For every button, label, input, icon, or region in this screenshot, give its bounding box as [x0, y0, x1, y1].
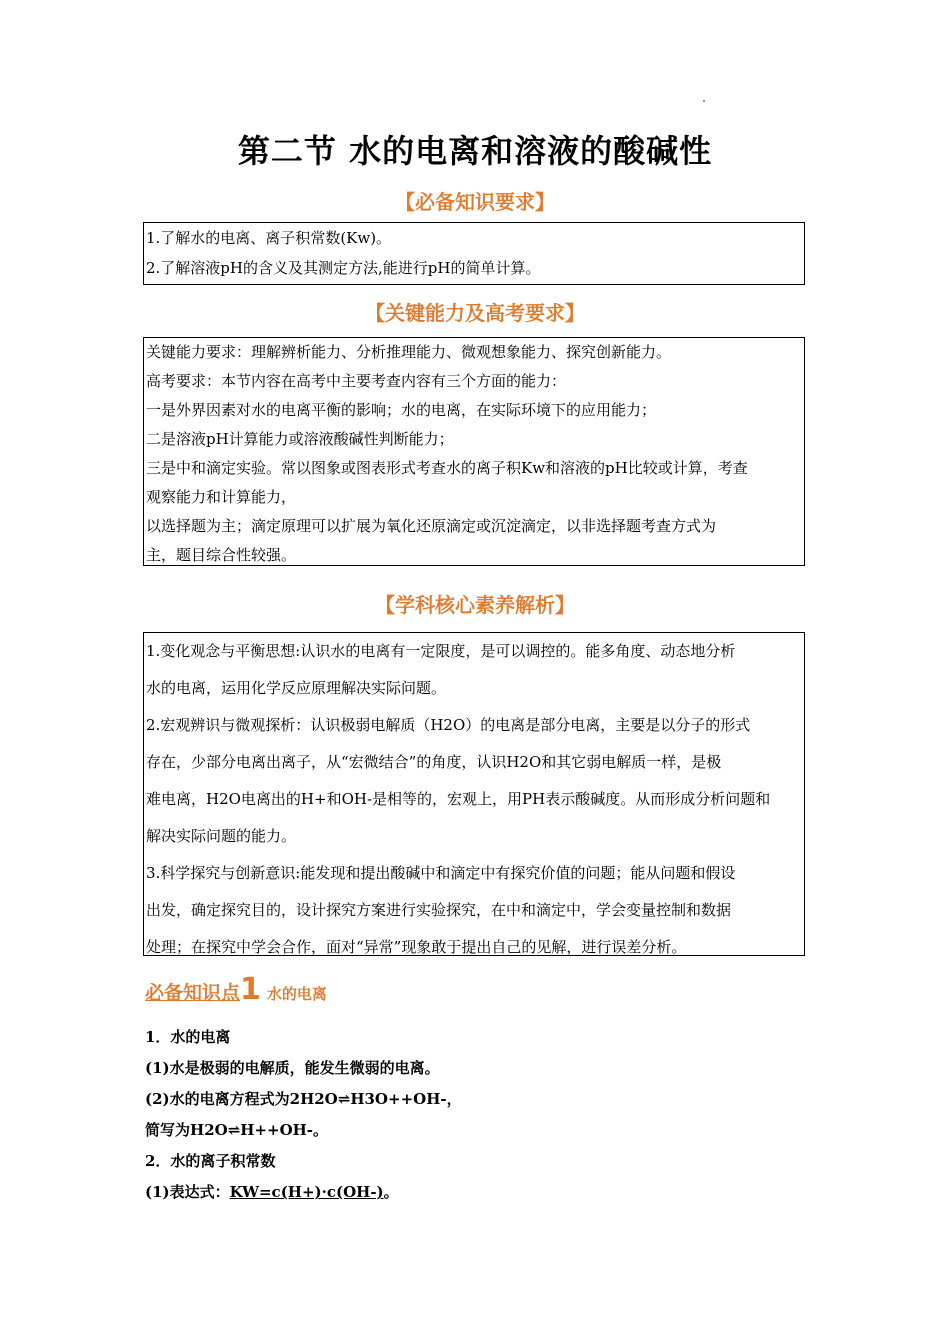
knowledge-point-label: 必备知识点	[145, 982, 241, 1004]
knowledge-point-heading	[145, 972, 327, 1007]
subheading: 2．水的离子积常数	[145, 1152, 276, 1170]
box-line: 二是溶液pH计算能力或溶液酸碱性判断能力；	[146, 430, 454, 448]
paragraph: (2)水的电离方程式为2H2O⇌H3O++OH-，	[145, 1090, 462, 1108]
section-heading-core-literacy: 【学科核心素养解析】	[375, 593, 575, 617]
scan-dot	[703, 100, 705, 102]
page-title: 第二节 水的电离和溶液的酸碱性	[237, 132, 713, 170]
box-line: 难电离，H2O电离出的H+和OH-是相等的，宏观上，用PH表示酸碱度。从而形成分析问题和	[146, 790, 771, 808]
box-line: 3.科学探究与创新意识:能发现和提出酸碱中和滴定中有探究价值的问题；能从问题和假设	[146, 864, 736, 882]
knowledge-body	[145, 1022, 805, 1208]
key-abilities-box	[143, 337, 805, 566]
knowledge-point-topic: 水的电离	[266, 985, 327, 1003]
paragraph: (1)表达式：KW=c(H+)·c(OH-)。	[145, 1183, 399, 1201]
box-line: 出发，确定探究目的，设计探究方案进行实验探究，在中和滴定中，学会变量控制和数据	[146, 901, 732, 919]
knowledge-point-number: 1	[240, 972, 261, 1007]
kw-expression: KW=c(H+)·c(OH-)	[229, 1183, 384, 1201]
box-line: 1.了解水的电离、离子积常数(Kw)。	[146, 229, 392, 247]
box-line: 1.变化观念与平衡思想:认识水的电离有一定限度，是可以调控的。能多角度、动态地分析	[146, 642, 736, 660]
box-line: 关键能力要求：理解辨析能力、分析推理能力、微观想象能力、探究创新能力。	[146, 343, 672, 361]
box-line: 以选择题为主；滴定原理可以扩展为氧化还原滴定或沉淀滴定，以非选择题考查方式为	[146, 517, 717, 535]
box-line: 水的电离，运用化学反应原理解决实际问题。	[146, 679, 447, 697]
box-line: 高考要求：本节内容在高考中主要考查内容有三个方面的能力：	[146, 372, 567, 390]
box-line: 一是外界因素对水的电离平衡的影响；水的电离，在实际环境下的应用能力；	[146, 401, 657, 419]
box-line: 2.宏观辨识与微观探析：认识极弱电解质（H2O）的电离是部分电离，主要是以分子的形式	[146, 716, 751, 734]
section-heading-key-abilities: 【关键能力及高考要求】	[365, 301, 585, 325]
paragraph: 简写为H2O⇌H++OH-。	[145, 1121, 329, 1139]
box-line: 解决实际问题的能力。	[146, 827, 297, 845]
box-line: 观察能力和计算能力，	[146, 488, 297, 506]
box-line: 主，题目综合性较强。	[146, 546, 297, 564]
required-knowledge-box	[143, 222, 805, 285]
simplified-equation: H2O⇌H++OH-	[190, 1121, 314, 1139]
subheading: 1．水的电离	[145, 1028, 231, 1046]
ionization-equation: 2H2O⇌H3O++OH-	[289, 1090, 447, 1108]
section-heading-required-knowledge: 【必备知识要求】	[395, 190, 555, 214]
box-line: 三是中和滴定实验。常以图象或图表形式考查水的离子积Kw和溶液的pH比较或计算，考查	[146, 459, 748, 477]
box-line: 处理；在探究中学会合作，面对“异常”现象敢于提出自己的见解，进行误差分析。	[146, 938, 687, 956]
paragraph: (1)水是极弱的电解质，能发生微弱的电离。	[145, 1059, 440, 1077]
box-line: 2.了解溶液pH的含义及其测定方法,能进行pH的简单计算。	[146, 259, 541, 277]
core-literacy-box	[143, 632, 805, 956]
box-line: 存在，少部分电离出离子，从“宏微结合”的角度，认识H2O和其它弱电解质一样，是极	[146, 753, 722, 771]
